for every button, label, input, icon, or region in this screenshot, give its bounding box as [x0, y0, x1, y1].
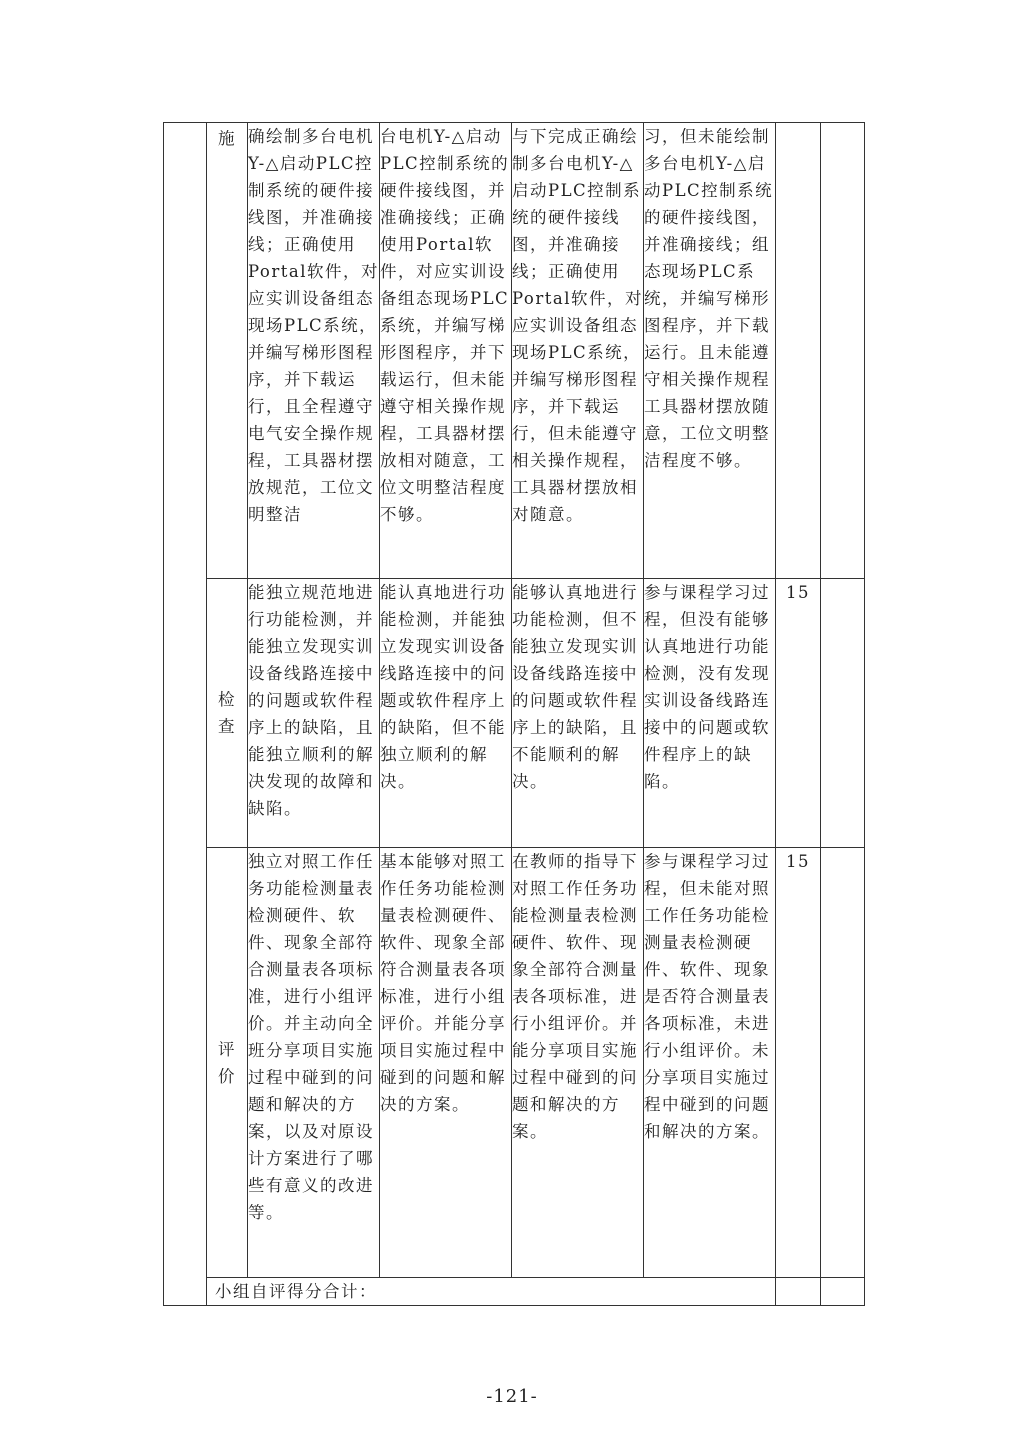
stage-label: 价 — [218, 1066, 236, 1086]
score-cell: 15 — [776, 579, 821, 848]
blank-cell — [776, 1278, 821, 1306]
stage-label: 检 — [218, 690, 236, 709]
blank-cell — [821, 1278, 865, 1306]
total-label-cell: 小组自评得分合计： — [207, 1278, 776, 1306]
level-excellent-cell: 独立对照工作任务功能检测量表检测硬件、软件、现象全部符合测量表各项标准，进行小组评价。并主动向全班分享项目实施过程中碰到的问题和解决的方案，以及对原设计方案进行了哪些有意义的改进等。 — [248, 848, 380, 1278]
level-excellent-cell: 能独立规范地进行功能检测，并能独立发现实训设备线路连接中的问题或软件程序上的缺陷，且能独立顺利的解决发现的故障和缺陷。 — [248, 579, 380, 848]
table-row-total — [164, 1278, 865, 1306]
table-row-implementation — [164, 123, 865, 579]
level-pass-cell: 在教师的指导下对照工作任务功能检测量表检测硬件、软件、现象全部符合测量表各项标准，进行小组评价。并能分享项目实施过程中碰到的问题和解决的方案。 — [512, 848, 644, 1278]
rubric-table — [163, 122, 865, 1306]
stage-label: 施 — [218, 129, 236, 148]
page-number: -121- — [486, 1386, 538, 1407]
level-good-cell: 能认真地进行功能检测，并能独立发现实训设备线路连接中的问题或软件程序上的缺陷，但不能独立顺利的解决。 — [380, 579, 512, 848]
level-fail-cell: 习，但未能绘制多台电机Y-△启动PLC控制系统的硬件接线图，并准确接线；组态现场PLC系统，并编写梯形图程序，并下载运行。且未能遵守相关操作规程工具器材摆放随意，工位文明整洁程度不够。 — [644, 123, 776, 579]
blank-cell — [821, 123, 865, 579]
stage-label: 查 — [218, 717, 236, 736]
blank-cell — [821, 579, 865, 848]
table-row-inspection — [164, 579, 865, 848]
blank-cell — [164, 123, 207, 1306]
table-row-evaluation — [164, 848, 865, 1278]
level-good-cell: 基本能够对照工作任务功能检测量表检测硬件、软件、现象全部符合测量表各项标准，进行小组评价。并能分享项目实施过程中碰到的问题和解决的方案。 — [380, 848, 512, 1278]
score-cell: 15 — [776, 848, 821, 1278]
level-excellent-cell: 确绘制多台电机Y-△启动PLC控制系统的硬件接线图，并准确接线；正确使用Portal软件，对应实训设备组态现场PLC系统，并编写梯形图程序，并下载运行，且全程遵守电气安全操作规程，工具器材摆放规范，工位文明整洁 — [248, 123, 380, 579]
level-fail-cell: 参与课程学习过程，但没有能够认真地进行功能检测，没有发现实训设备线路连接中的问题或软件程序上的缺陷。 — [644, 579, 776, 848]
stage-cell — [207, 123, 248, 579]
level-pass-cell: 与下完成正确绘制多台电机Y-△启动PLC控制系统的硬件接线图，并准确接线；正确使用Portal软件，对应实训设备组态现场PLC系统，并编写梯形图程序，并下载运行，但未能遵守相关操作规程，工具器材摆放相对随意。 — [512, 123, 644, 579]
stage-label: 评 — [218, 1039, 236, 1059]
level-pass-cell: 能够认真地进行功能检测，但不能独立发现实训设备线路连接中的问题或软件程序上的缺陷，且不能顺利的解决。 — [512, 579, 644, 848]
level-fail-cell: 参与课程学习过程，但未能对照工作任务功能检测量表检测硬件、软件、现象是否符合测量表各项标准，未进行小组评价。未分享项目实施过程中碰到的问题和解决的方案。 — [644, 848, 776, 1278]
level-good-cell: 台电机Y-△启动PLC控制系统的硬件接线图，并准确接线；正确使用Portal软件，对应实训设备组态现场PLC系统，并编写梯形图程序，并下载运行，但未能遵守相关操作规程，工具器材摆放相对随意，工位文明整洁程度不够。 — [380, 123, 512, 579]
stage-cell — [207, 848, 248, 1278]
stage-cell — [207, 579, 248, 848]
score-cell — [776, 123, 821, 579]
blank-cell — [821, 848, 865, 1278]
